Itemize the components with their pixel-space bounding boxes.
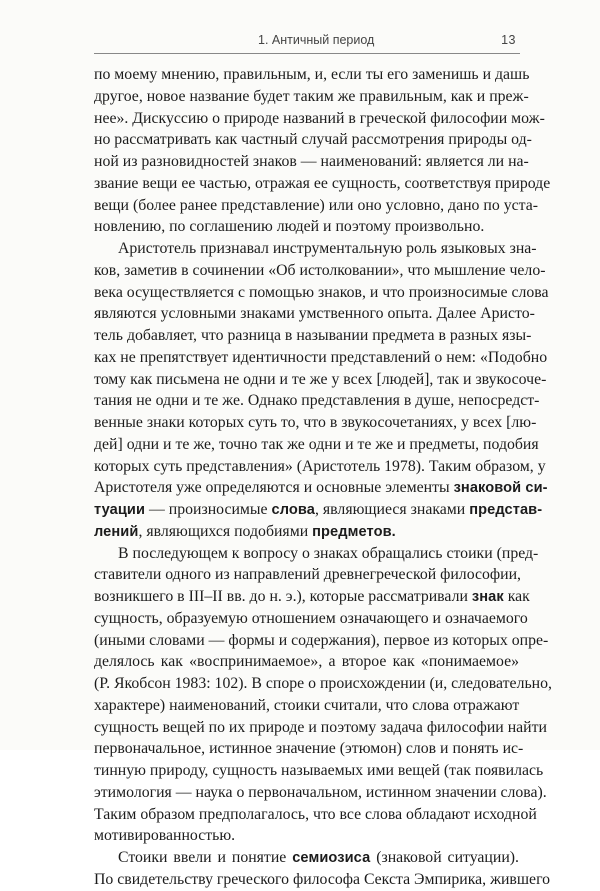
bold-term: слова <box>271 502 316 518</box>
text-line <box>94 760 544 782</box>
text-line <box>94 303 535 325</box>
bold-term: представ- <box>469 502 543 518</box>
text-segment: (знаковой ситуации). <box>370 849 519 866</box>
body-text <box>94 64 552 891</box>
text-line <box>94 325 532 347</box>
text-segment: , являющиеся знаками <box>315 501 470 518</box>
text-segment: тому как письмена не одни и те же у всех [людей], так и звукосоче- <box>94 370 547 388</box>
bold-term: предметов. <box>312 523 396 540</box>
text-segment: — произносимые <box>145 501 272 518</box>
text-line <box>94 173 551 195</box>
text-segment: (Р. Якобсон 1983: 102). В споре о происхождении (и, следовательно, <box>94 675 552 692</box>
bold-term: семиозиса <box>292 850 371 866</box>
text-segment: но рассматривать как частный случай рассмотрения природы од- <box>94 131 532 149</box>
text-segment: ках не препятствует идентичности представлений о нем: «Подобно <box>94 348 548 366</box>
text-segment: венные знаки которых суть то, что в звукосочетаниях, у всех [лю- <box>94 414 537 431</box>
text-line <box>94 804 537 826</box>
text-line <box>94 260 546 282</box>
text-line <box>94 825 519 847</box>
text-segment: ков, заметив в сочинении «Об истолковании», что мышление чело- <box>94 261 546 279</box>
text-segment: являются условными знаками умственного опыта. Далее Аристо- <box>94 305 535 323</box>
text-segment: как <box>503 588 530 605</box>
text-line <box>94 86 529 108</box>
text-line <box>94 412 537 434</box>
text-segment: возникшего в III–II вв. до н. э.), которые рассматривали <box>94 588 472 605</box>
text-line <box>94 586 530 608</box>
text-segment: ной из разновидностей знаков — наименований: является ли на- <box>94 153 529 170</box>
text-line <box>94 630 549 652</box>
text-segment: сущность вещей по их природе и поэтому задача философии найти <box>94 718 547 736</box>
text-segment: Аристотель признавал инструментальную роль языковых зна- <box>118 240 537 257</box>
text-line <box>94 456 546 478</box>
text-segment: В последующем к вопросу о знаках обращались стоики (пред- <box>118 544 539 562</box>
text-segment: характере) наименований, стоики считали, что слова отражают <box>94 696 520 714</box>
text-segment: Стоики ввели и понятие <box>118 849 293 866</box>
text-line <box>94 543 539 565</box>
text-segment: дей] одни и те же, точно так же одни и те же и предметы, подобия <box>94 435 539 453</box>
bold-term: туации <box>94 502 146 518</box>
text-line <box>94 564 519 586</box>
text-segment: нее». Дискуссию о природе названий в греческой философии мож- <box>94 109 545 127</box>
text-line <box>94 216 519 238</box>
text-segment: тания не одни и те же. Однако представления в душе, непосредст- <box>94 392 540 410</box>
text-segment: века осуществляется с помощью знаков, и что произносимые слова <box>94 283 549 301</box>
text-line <box>94 195 538 217</box>
text-segment: тинную природу, сущность называемых ими вещей (так появилась <box>94 762 544 779</box>
text-line <box>94 695 519 717</box>
text-segment: первоначальное, истинное значение (этюмон) слов и понять ис- <box>94 740 524 758</box>
text-segment: Аристотеля уже определяются и основные элементы <box>94 479 454 497</box>
running-header <box>94 31 520 51</box>
text-line <box>94 477 548 499</box>
text-segment: сущность, образуемую отношением означающего и означаемого <box>94 609 528 627</box>
text-line <box>94 369 547 391</box>
bold-term: знак <box>471 589 504 605</box>
text-segment: мотивированностью. <box>94 827 236 845</box>
text-segment: делялось как «воспринимаемое», а второе как «понимаемое» <box>94 653 519 671</box>
text-segment: , являющихся подобиями <box>138 522 313 540</box>
text-line <box>94 282 549 304</box>
text-line <box>94 499 543 521</box>
text-line <box>94 434 539 456</box>
text-line <box>94 390 540 412</box>
bold-term: лений <box>94 523 139 540</box>
text-line <box>94 717 547 739</box>
text-segment: этимология — наука о первоначальном, истинном значении слова). <box>94 783 547 801</box>
header-rule <box>94 53 520 54</box>
text-segment: тель добавляет, что разница в назывании предмета в разных язы- <box>94 327 532 344</box>
text-segment: по моему мнению, правильным, и, если ты его заменишь и дашь <box>94 66 530 83</box>
text-segment: другое, новое название будет таким же правильным, как и преж- <box>94 87 529 105</box>
text-line <box>94 129 532 151</box>
text-segment: (иными словами — формы и содержания), первое из которых опре- <box>94 631 549 649</box>
text-line <box>94 738 524 760</box>
text-line <box>94 869 551 891</box>
text-line <box>94 238 537 260</box>
text-segment: которых суть представления» (Аристотель 1978). Таким образом, у <box>94 457 546 475</box>
text-line <box>94 651 519 673</box>
text-line <box>94 608 528 630</box>
text-line <box>94 673 552 695</box>
text-segment: новлению, по соглашению людей и поэтому произвольно. <box>94 218 485 236</box>
text-line <box>94 151 529 173</box>
text-line <box>94 782 547 804</box>
text-line <box>94 347 548 369</box>
text-line <box>94 521 519 543</box>
text-line <box>94 847 519 869</box>
bold-term: знаковой си- <box>453 480 548 497</box>
text-segment: звание вещи ее частью, отражая ее сущность, соответствуя природе <box>94 174 551 192</box>
text-line <box>94 64 530 86</box>
running-title: 1. Античный период <box>258 33 375 47</box>
text-segment: По свидетельству греческого философа Секста Эмпирика, жившего <box>94 870 551 888</box>
text-line <box>94 108 545 130</box>
page-number: 13 <box>501 33 516 47</box>
text-segment: ставители одного из направлений древнегреческой философии, <box>94 566 521 584</box>
text-segment: вещи (более ранее представление) или оно условно, дано по уста- <box>94 196 538 214</box>
text-segment: Таким образом предполагалось, что все слова обладают исходной <box>94 805 537 823</box>
